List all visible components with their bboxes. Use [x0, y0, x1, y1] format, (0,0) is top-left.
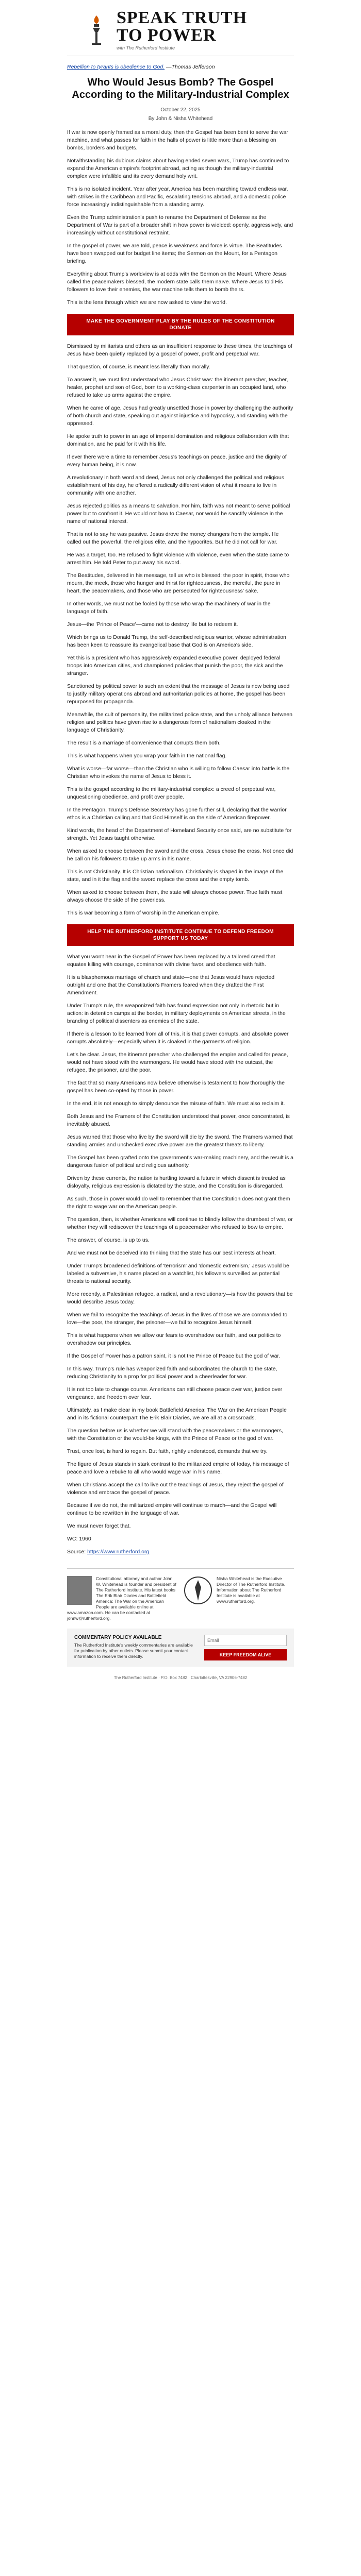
paragraph: The Gospel has been grafted onto the government's war-making machinery, and the result is a dangerous fusion of political and religious authority. [67, 1155, 293, 1168]
section-2 [67, 343, 294, 469]
paragraph: As such, those in power would do well to remember that the Constitution does not grant them the right to wage war on the American people. [67, 1196, 290, 1210]
donate-callout-line2: DONATE [169, 325, 192, 331]
paragraph: If ever there were a time to remember Jesus's teachings on peace, justice and the dignity of every human being, it is now. [67, 454, 287, 468]
bio-left-text: Constitutional attorney and author John W. Whitehead is founder and president of The Rutherford Institute. His latest books The Erik Blair Diaries and Battlefield America: The War on the American People are available online at www.amazon.com. He can be contacted at johnw@rutherford.org. [67, 1576, 176, 1621]
policy-text: The Rutherford Institute's weekly commentaries are available for publication by other outlets. Please submit your contact information to receive them directly. [74, 1642, 193, 1659]
support-callout-line2: SUPPORT US TODAY [153, 936, 208, 941]
section-5 [67, 752, 294, 917]
section-7 [67, 1113, 294, 1244]
paragraph: Sanctioned by political power to such an extent that the message of Jesus is now being used to justify military operations abroad and authoritarian policies at home, the gospel has been repurposed for propaganda. [67, 683, 290, 705]
article-title: Who Would Jesus Bomb? The Gospel According to the Military-Industrial Complex [72, 77, 289, 100]
paragraph: Everything about Trump's worldview is at odds with the Sermon on the Mount. Where Jesus called the peacemakers blessed, the modern state calls them naïve. Where Jesus told His followers to love their enemies, the war machine tells them to bomb theirs. [67, 271, 287, 293]
epigraph [67, 63, 294, 71]
paragraph: It is not too late to change course. Americans can still choose peace over war, justice over vengeance, and freedom over fear. [67, 1386, 283, 1400]
bio-left [67, 1576, 177, 1621]
paragraph: This is war becoming a form of worship in the American empire. [67, 910, 220, 916]
paragraph: That is not to say he was passive. Jesus drove the money changers from the temple. He called out the powerful, the religious elite, and the hypocrites. But he did not call for war. [67, 531, 279, 545]
article [67, 63, 294, 1556]
paragraph: Under Trump's rule, the weaponized faith has found expression not only in rhetoric but in action: in detention camps at the border, in military deployments on American streets, in the branding of political dissenters as enemies of the state. [67, 1003, 286, 1024]
author-bio [67, 1568, 294, 1621]
paragraph: Under Trump's broadened definitions of 'terrorism' and 'domestic extremism,' Jesus would be labeled a subversive, his name placed on a watchlist, his followers surveilled as potential threats to national security. [67, 1263, 289, 1284]
section-8 [67, 1249, 294, 1347]
masthead-title-line1: SPEAK TRUTH [117, 8, 248, 27]
paragraph: He spoke truth to power in an age of imperial domination and religious collaboration with that domination, and he paid for it with his life. [67, 433, 289, 447]
paragraph: In the gospel of power, we are told, peace is weakness and force is virtue. The Beatitudes have been swapped out for budget line items; the Sermon on the Mount, for a Pentagon briefing. [67, 243, 282, 264]
section-1 [67, 129, 294, 307]
masthead [83, 9, 278, 50]
paragraph: Yet this is a president who has aggressively expanded executive power, deployed federal troops into American cities, and championed policies that punish the poor, the sick and the stranger. [67, 655, 283, 676]
paragraph: When he came of age, Jesus had greatly unsettled those in power by challenging the authority of both church and state, speaking out against injustice and hypocrisy, and standing with the oppressed. [67, 405, 293, 427]
paragraph: Even the Trump administration's push to rename the Department of Defense as the Department of War is part of a broader shift in how power is wielded: openly, aggressively, and increasingly without constitutional restraint. [67, 214, 293, 236]
paragraph: Jesus—the 'Prince of Peace'—came not to destroy life but to redeem it. [67, 621, 238, 628]
paragraph: When Christians accept the call to live out the teachings of Jesus, they reject the gospel of violence and embrace the gospel of peace. [67, 1482, 284, 1496]
paragraph: The Beatitudes, delivered in his message, tell us who is blessed: the poor in spirit, those who mourn, the meek, those who hunger and thirst for righteousness, the merciful, the pure in heart, the peacemakers, and those who are persecuted for righteousness' sake. [67, 572, 290, 594]
section-6 [67, 953, 294, 1108]
paragraph: The question, then, is whether Americans will continue to blindly follow the drumbeat of war, or whether they will rediscover the teachings of a peacemaker who refused to bow to empire. [67, 1216, 293, 1230]
paragraph: Kind words, the head of the Department of Homeland Security once said, are no substitute for strength. Yet Jesus taught otherwise. [67, 827, 292, 841]
section-3 [67, 474, 294, 629]
paragraph: If there is a lesson to be learned from all of this, it is that power corrupts, and absolute power corrupts absolutely—especially when it is cloaked in the garments of religion. [67, 1031, 289, 1045]
source-line [67, 1548, 294, 1556]
paragraph: Jesus warned that those who live by the sword will die by the sword. The Framers warned that standing armies and unchecked executive power are the greatest threats to liberty. [67, 1134, 293, 1148]
policy-text-block [74, 1635, 197, 1660]
epigraph-link[interactable]: Rebellion to tyrants is obedience to God. [67, 64, 165, 70]
paragraph: When we fail to recognize the teachings of Jesus in the lives of those we are commanded to love—the poor, the stranger, the prisoner—we fail to recognize Jesus himself. [67, 1312, 288, 1326]
paragraph: In the end, it is not enough to simply denounce the misuse of faith. We must also reclaim it. [67, 1100, 285, 1107]
paragraph: The result is a marriage of convenience that corrupts them both. [67, 740, 221, 746]
paragraph: The answer, of course, is up to us. [67, 1237, 150, 1243]
paragraph: The figure of Jesus stands in stark contrast to the militarized empire of today, his message of peace and love a rebuke to all who would wage war in his name. [67, 1461, 289, 1475]
paragraph: In other words, we must not be fooled by those who wrap the machinery of war in the language of faith. [67, 601, 271, 615]
masthead-text [117, 9, 247, 50]
donate-callout-line1: MAKE THE GOVERNMENT PLAY BY THE RULES OF THE CONSTITUTION [86, 318, 275, 324]
paragraph: In this way, Trump's rule has weaponized faith and subordinated the church to the state, reducing Christianity to a prop for political power and a cheerleader for war. [67, 1366, 277, 1380]
paragraph: It is a blasphemous marriage of church and state—one that Jesus would have rejected outright and one that the Constitution's Framers feared when they drafted the First Amendment. [67, 974, 275, 996]
paragraph: To answer it, we must first understand who Jesus Christ was: the itinerant preacher, teacher, healer, prophet and son of God, born to a working-class carpenter in an occupied land, who refused to take up arms against the empire. [67, 377, 288, 398]
masthead-title-line2: TO POWER [117, 26, 217, 45]
paragraph: Both Jesus and the Framers of the Constitution understood that power, once concentrated, is inevitably abused. [67, 1113, 290, 1127]
paragraph: When asked to choose between them, the state will always choose power. True faith must always choose the side of the powerless. [67, 889, 283, 903]
paragraph: Which brings us to Donald Trump, the self-described religious warrior, whose administration has been keen to reassure its evangelical base that God is on America's side. [67, 634, 286, 648]
page [0, 9, 361, 1681]
commentary-policy [67, 1629, 294, 1667]
paragraph: What you won't hear in the Gospel of Power has been replaced by a tailored creed that equates killing with courage, dominance with divine favor, and obedience with faith. [67, 954, 275, 968]
epigraph-author: —Thomas Jefferson [166, 64, 215, 70]
paragraph: He was a target, too. He refused to fight violence with violence, even when the state came to arrest him. He told Peter to put away his sword. [67, 552, 289, 566]
policy-form [204, 1635, 287, 1660]
paragraph: Because if we do not, the militarized empire will continue to march—and the Gospel will continue to be rewritten in the language of war. [67, 1502, 277, 1516]
keep-freedom-alive-button[interactable]: KEEP FREEDOM ALIVE [204, 1649, 287, 1660]
support-callout[interactable] [67, 924, 294, 946]
liberty-torch-icon [83, 14, 110, 45]
paragraph: When asked to choose between the sword and the cross, Jesus chose the cross. Not once did he call on his followers to take up arms in his name. [67, 848, 293, 862]
paragraph: If the Gospel of Power has a patron saint, it is not the Prince of Peace but the god of war. [67, 1353, 281, 1359]
paragraph: Notwithstanding his dubious claims about having ended seven wars, Trump has continued to expand the American empire's footprint abroad, acting as though the military-industrial complex were infallible and its every demand holy writ. [67, 158, 289, 179]
bio-right-text: Nisha Whitehead is the Executive Director of The Rutherford Institute. Information about The Rutherford Institute is available at www.rutherford.org. [217, 1576, 286, 1604]
source-link[interactable]: https://www.rutherford.org [87, 1549, 150, 1555]
donate-callout[interactable] [67, 314, 294, 335]
paragraph: This is not Christianity. It is Christian nationalism. Christianity is shaped in the image of the state, and in it the flag and the sword replace the cross and the empty tomb. [67, 869, 284, 883]
paragraph: That question, of course, is meant less literally than morally. [67, 364, 210, 370]
policy-heading: COMMENTARY POLICY AVAILABLE [74, 1635, 162, 1640]
word-count: WC: 1960 [67, 1536, 91, 1542]
paragraph: And we must not be deceived into thinking that the state has our best interests at heart. [67, 1250, 276, 1256]
paragraph: This is the gospel according to the military-industrial complex: a creed of perpetual war, unquestioning obedience, and profit over people. [67, 786, 276, 800]
paragraph: This is what happens when you wrap your faith in the national flag. [67, 753, 227, 759]
article-date: October 22, 2025 [160, 107, 201, 113]
paragraph: This is no isolated incident. Year after year, America has been marching toward endless war, with strikes in the Caribbean and Pacific, escalating tensions abroad, and a domestic police force increasingly indistinguishable from a standing army. [67, 186, 288, 208]
paragraph: More recently, a Palestinian refugee, a radical, and a revolutionary—is how the powers that be would describe Jesus today. [67, 1291, 293, 1305]
paragraph: If war is now openly framed as a moral duty, then the Gospel has been bent to serve the war machine, and what passes for faith in the halls of power is little more than a blessing on bombs, borders and budgets. [67, 129, 288, 151]
paragraph: Meanwhile, the cult of personality, the militarized police state, and the unholy alliance between religion and politics have given rise to a dangerous form of nationalism cloaked in the language of Christianity. [67, 711, 292, 733]
paragraph: The fact that so many Americans now believe otherwise is testament to how thoroughly the gospel has been co-opted by those in power. [67, 1080, 285, 1094]
paragraph: This is the lens through which we are now asked to view the world. [67, 299, 227, 306]
paragraph: Driven by these currents, the nation is hurtling toward a future in which dissent is treated as disloyalty, religious expression is dictated by the state, and the Constitution is disregarded. [67, 1175, 286, 1189]
masthead-tagline: with The Rutherford Institute [117, 45, 175, 50]
email-field[interactable] [204, 1635, 287, 1646]
paragraph: We must never forget that. [67, 1523, 131, 1529]
paragraph: Jesus rejected politics as a means to salvation. For him, faith was not meant to serve political power but to confront it. He would not bow to Caesar, nor would he sanctify violence in the name of national interest. [67, 503, 290, 524]
paragraph: Dismissed by militarists and others as an insufficient response to these times, the teachings of Jesus have been quietly replaced by a gospel of power, profit and perpetual war. [67, 343, 292, 357]
paragraph: In the Pentagon, Trump's Defense Secretary has gone further still, declaring that the warrior ethos is a Christian calling and that God Himself is on the side of American firepower. [67, 807, 287, 821]
paragraph: Trust, once lost, is hard to regain. But faith, rightly understood, demands that we try. [67, 1448, 268, 1454]
source-label: Source: [67, 1549, 86, 1555]
paragraph: Let's be clear. Jesus, the itinerant preacher who challenged the empire and called for peace, would not have stood with the warmongers. He would have stood with the outcast, the refugee, the prisoner, and the poor. [67, 1052, 288, 1073]
rutherford-logo-icon [184, 1576, 212, 1605]
paragraph: The question before us is whether we will stand with the peacemakers or the warmongers, with the Constitution or the would-be kings, with the Prince of Peace or the god of war. [67, 1428, 284, 1442]
section-4 [67, 634, 294, 747]
paragraph: What is worse—far worse—than the Christian who is willing to follow Caesar into battle is the Christian who invokes the name of Jesus to bless it. [67, 766, 290, 779]
paragraph: Ultimately, as I make clear in my book Battlefield America: The War on the American People and in its fictional counterpart The Erik Blair Diaries, we are all at a crossroads. [67, 1407, 287, 1421]
section-10 [67, 1427, 294, 1543]
bio-right [184, 1576, 294, 1621]
section-9 [67, 1352, 294, 1422]
page-footer: The Rutherford Institute · P.O. Box 7482 · Charlottesville, VA 22906-7482 [113, 1675, 248, 1680]
author-avatar [67, 1576, 92, 1605]
article-byline: By John & Nisha Whitehead [148, 116, 213, 122]
paragraph: A revolutionary in both word and deed, Jesus not only challenged the political and religious establishment of his day, he offered a radically different vision of what it means to live in community with one another. [67, 474, 284, 496]
paragraph: This is what happens when we allow our fears to overshadow our faith, and our politics to overshadow our principles. [67, 1332, 281, 1346]
support-callout-line1: HELP THE RUTHERFORD INSTITUTE CONTINUE TO DEFEND FREEDOM [87, 929, 274, 935]
